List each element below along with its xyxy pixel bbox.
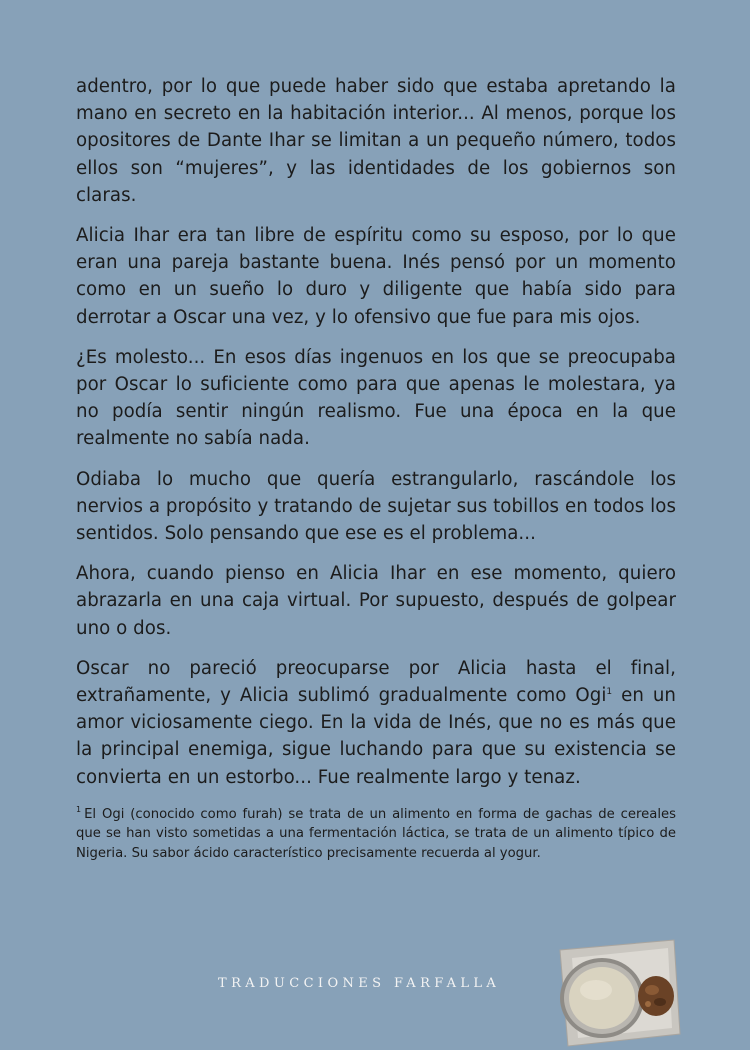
footnote [76,805,676,864]
paragraph-1: adentro, por lo que puede haber sido que estaba apretando la mano en secreto en la habitación interior... Al menos, porque los opositores de Dante Ihar se limitan a un pequeño número, todos ellos son “mujeres”, y las identidades de los gobiernos son claras. [76,76,676,206]
paragraph-3: ¿Es molesto... En esos días ingenuos en los que se preocupaba por Oscar lo suficiente como para que apenas le molestara, ya no podía sentir ningún realismo. Fue una época en la que realmente no sabía nada. [76,346,676,450]
footnote-text: El Ogi (conocido como furah) se trata de un alimento en forma de gachas de cereales que se han visto sometidas a una fermentación láctica, se trata de un alimento típico de Nigeria. Su sabor ácido característico precisamente recuerda al yogur. [76,806,676,861]
paragraph-5: Ahora, cuando pienso en Alicia Ihar en ese momento, quiero abrazarla en una caja virtual. Por supuesto, después de golpear uno o dos. [76,563,676,639]
page-body [76,73,676,863]
paragraph-6-start: Oscar no pareció preocuparse por Alicia hasta el final, extrañamente, y Alicia sublimó gradualmente como Ogi [76,657,676,707]
ogi-bowl-image [552,938,682,1048]
footnote-reference[interactable]: 1 [606,687,613,697]
paragraph-4: Odiaba lo mucho que quería estrangularlo, rascándole los nervios a propósito y tratando de sujetar sus tobillos en todos los sentidos. Solo pensando que ese es el problema... [76,468,676,545]
footnote-marker: 1 [76,805,82,815]
paragraph-6-end: en un amor viciosamente ciego. En la vida de Inés, que no es más que la principal enemiga, sigue luchando para que su existencia se convierta en un estorbo... Fue realmente largo y tenaz. [76,685,676,788]
brand-footer: TRADUCCIONES FARFALLA [218,976,501,991]
paragraph-6 [76,655,676,791]
paragraph-2: Alicia Ihar era tan libre de espíritu como su esposo, por lo que eran una pareja bastante buena. Inés pensó por un momento como en un sueño lo duro y diligente que había sido para derrotar a Oscar una vez, y lo ofensivo que fue para mis ojos. [76,225,676,328]
